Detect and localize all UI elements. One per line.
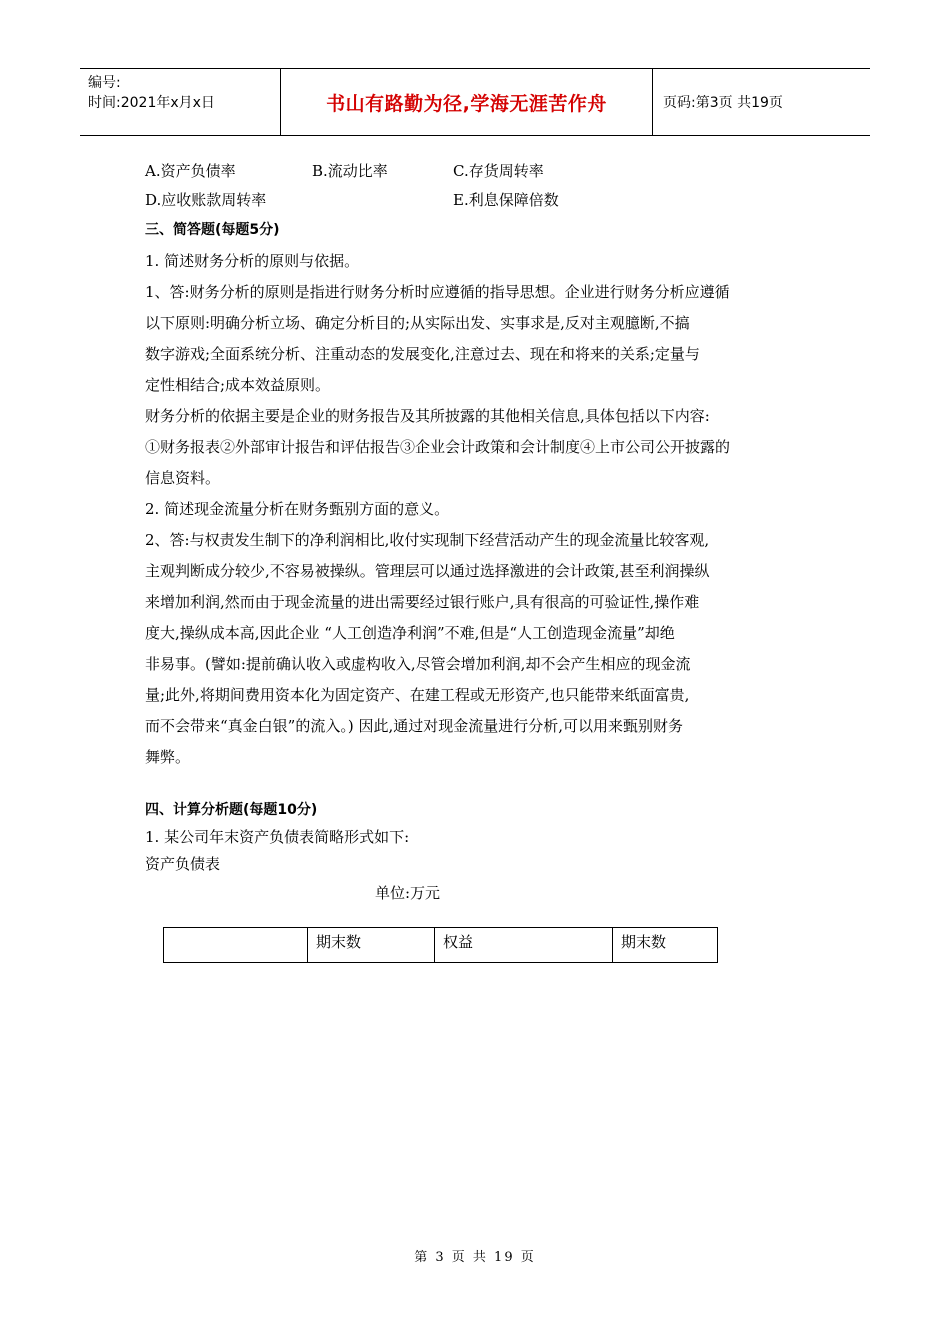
header-page-info: 页码:第3页 共19页 — [663, 95, 783, 111]
answer-1-line: 财务分析的依据主要是企业的财务报告及其所披露的其他相关信息,具体包括以下内容: — [145, 407, 710, 425]
spacer — [145, 773, 810, 797]
table-header-cell — [164, 928, 308, 963]
answer-1-line: 数字游戏;全面系统分析、注重动态的发展变化,注意过去、现在和将来的关系;定量与 — [145, 345, 700, 363]
option-b: B.流动比率 — [312, 162, 388, 180]
serial-label: 编号: — [88, 75, 121, 91]
answer-2-line: 舞弊。 — [145, 748, 191, 766]
answer-1-line: 信息资料。 — [145, 469, 221, 487]
options-row-2 — [145, 186, 810, 215]
table-title: 资产负债表 — [145, 855, 221, 873]
table-header-cell: 期末数 — [613, 928, 718, 963]
answer-2 — [145, 525, 810, 773]
table-header-cell: 期末数 — [308, 928, 435, 963]
balance-sheet-table — [163, 927, 718, 963]
date-label: 时间:2021年x月x日 — [88, 95, 215, 111]
answer-1-line: ①财务报表②外部审计报告和评估报告③企业会计政策和会计制度④上市公司公开披露的 — [145, 438, 731, 456]
document-body — [145, 157, 810, 908]
section4-question-1: 1. 某公司年末资产负债表简略形式如下: — [145, 828, 410, 846]
options-row-1 — [145, 157, 810, 186]
answer-2-line: 度大,操纵成本高,因此企业 “人工创造净利润”不难,但是“人工创造现金流量”却绝 — [145, 624, 675, 642]
option-d: D.应收账款周转率 — [145, 191, 267, 209]
answer-2-line: 2、答:与权责发生制下的净利润相比,收付实现制下经营活动产生的现金流量比较客观, — [145, 531, 710, 549]
page-footer: 第 3 页 共 19 页 — [414, 1250, 536, 1265]
option-a: A.资产负债率 — [145, 162, 236, 180]
question-2: 2. 简述现金流量分析在财务甄别方面的意义。 — [145, 500, 450, 518]
answer-1-line: 定性相结合;成本效益原则。 — [145, 376, 331, 394]
option-c: C.存货周转率 — [453, 162, 544, 180]
question-1: 1. 简述财务分析的原则与依据。 — [145, 252, 360, 270]
table-header-cell: 权益 — [435, 928, 613, 963]
answer-2-line: 主观判断成分较少,不容易被操纵。管理层可以通过选择激进的会计政策,甚至利润操纵 — [145, 562, 710, 580]
unit-label: 单位:万元 — [375, 884, 441, 902]
answer-1 — [145, 277, 810, 494]
section4-title: 四、计算分析题(每题10分) — [145, 802, 318, 818]
page-header — [80, 68, 870, 136]
answer-1-line: 1、答:财务分析的原则是指进行财务分析时应遵循的指导思想。企业进行财务分析应遵循 — [145, 283, 730, 301]
option-e: E.利息保障倍数 — [453, 191, 559, 209]
table-row — [164, 928, 718, 963]
header-motto: 书山有路勤为径,学海无涯苦作舟 — [281, 69, 653, 135]
answer-2-line: 来增加利润,然而由于现金流量的进出需要经过银行账户,具有很高的可验证性,操作难 — [145, 593, 700, 611]
answer-2-line: 而不会带来“真金白银”的流入。) 因此,通过对现金流量进行分析,可以用来甄别财务 — [145, 717, 683, 735]
section3-title: 三、简答题(每题5分) — [145, 222, 280, 238]
answer-1-line: 以下原则:明确分析立场、确定分析目的;从实际出发、实事求是,反对主观臆断,不搞 — [145, 314, 690, 332]
header-meta — [80, 69, 281, 135]
answer-2-line: 非易事。(譬如:提前确认收入或虚构收入,尽管会增加利润,却不会产生相应的现金流 — [145, 655, 691, 673]
answer-2-line: 量;此外,将期间费用资本化为固定资产、在建工程或无形资产,也只能带来纸面富贵, — [145, 686, 690, 704]
